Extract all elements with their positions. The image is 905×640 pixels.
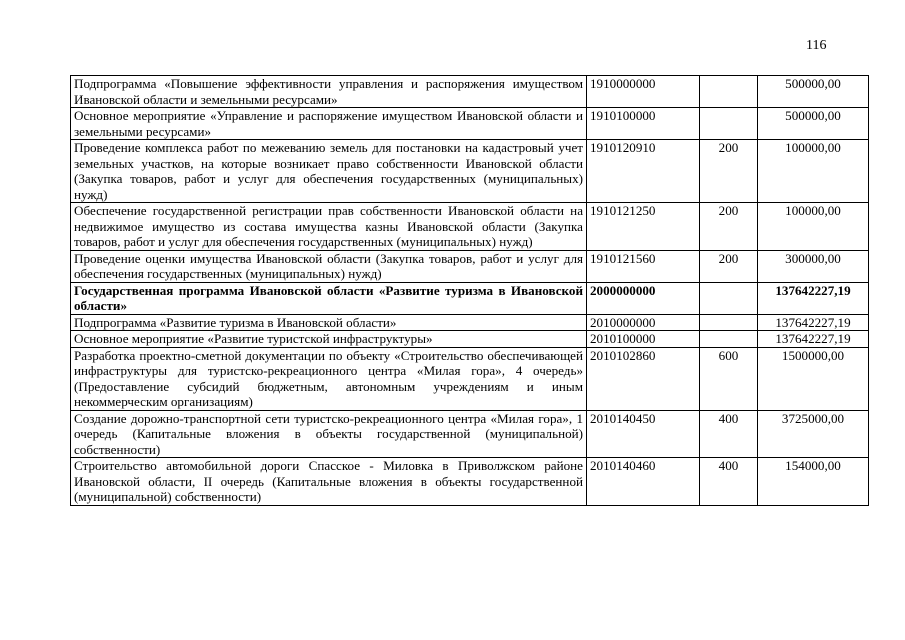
target-code: 1910100000	[587, 108, 700, 140]
expense-kind: 400	[700, 458, 758, 506]
item-name: Основное мероприятие «Управление и распоряжение имуществом Ивановской области и земельными ресурсами»	[71, 108, 587, 140]
item-name: Государственная программа Ивановской области «Развитие туризма в Ивановской области»	[71, 282, 587, 314]
table-row-program-header	[71, 282, 869, 314]
target-code: 2010100000	[587, 331, 700, 348]
table-row	[71, 108, 869, 140]
target-code: 1910121560	[587, 250, 700, 282]
expense-kind: 200	[700, 203, 758, 251]
expense-kind	[700, 108, 758, 140]
amount: 137642227,19	[758, 314, 869, 331]
item-name: Разработка проектно-сметной документации по объекту «Строительство обеспечивающей инфраструктуры для туристско-рекреационного центра «Милая гора», 4 очередь» (Предоставление субсидий бюджетным, автономным учреждениям и иным некоммерческим организациям)	[71, 347, 587, 410]
amount: 137642227,19	[758, 331, 869, 348]
table-row	[71, 314, 869, 331]
expense-kind: 200	[700, 140, 758, 203]
item-name: Проведение комплекса работ по межеванию земель для постановки на кадастровый учет земельных участков, на которые возникает право собственности Ивановской области (Закупка товаров, работ и услуг для обеспечения государственных (муниципальных) нужд)	[71, 140, 587, 203]
expense-kind	[700, 314, 758, 331]
amount: 1500000,00	[758, 347, 869, 410]
table-row	[71, 347, 869, 410]
target-code: 1910121250	[587, 203, 700, 251]
expense-kind	[700, 76, 758, 108]
table-row	[71, 250, 869, 282]
expense-kind	[700, 331, 758, 348]
table-row	[71, 331, 869, 348]
table-row	[71, 458, 869, 506]
amount: 3725000,00	[758, 410, 869, 458]
target-code: 2010000000	[587, 314, 700, 331]
amount: 100000,00	[758, 140, 869, 203]
target-code: 1910120910	[587, 140, 700, 203]
item-name: Проведение оценки имущества Ивановской области (Закупка товаров, работ и услуг для обеспечения государственных (муниципальных) нужд)	[71, 250, 587, 282]
expense-kind	[700, 282, 758, 314]
amount: 500000,00	[758, 76, 869, 108]
target-code: 2010140450	[587, 410, 700, 458]
amount: 500000,00	[758, 108, 869, 140]
table-row	[71, 410, 869, 458]
table-row	[71, 140, 869, 203]
expense-kind: 200	[700, 250, 758, 282]
expense-kind: 400	[700, 410, 758, 458]
amount: 154000,00	[758, 458, 869, 506]
page-number: 116	[806, 38, 827, 53]
budget-table	[70, 75, 869, 506]
item-name: Обеспечение государственной регистрации прав собственности Ивановской области на недвижимое имущество из состава имущества казны Ивановской области (Закупка товаров, работ и услуг для обеспечения государственных (муниципальных) нужд)	[71, 203, 587, 251]
amount: 100000,00	[758, 203, 869, 251]
amount: 137642227,19	[758, 282, 869, 314]
expense-kind: 600	[700, 347, 758, 410]
target-code: 2000000000	[587, 282, 700, 314]
item-name: Основное мероприятие «Развитие туристской инфраструктуры»	[71, 331, 587, 348]
item-name: Подпрограмма «Развитие туризма в Ивановской области»	[71, 314, 587, 331]
target-code: 1910000000	[587, 76, 700, 108]
item-name: Создание дорожно-транспортной сети туристско-рекреационного центра «Милая гора», 1 очередь (Капитальные вложения в объекты государственной (муниципальной) собственности)	[71, 410, 587, 458]
target-code: 2010102860	[587, 347, 700, 410]
amount: 300000,00	[758, 250, 869, 282]
table-row	[71, 76, 869, 108]
table-row	[71, 203, 869, 251]
item-name: Подпрограмма «Повышение эффективности управления и распоряжения имуществом Ивановской области и земельными ресурсами»	[71, 76, 587, 108]
target-code: 2010140460	[587, 458, 700, 506]
item-name: Строительство автомобильной дороги Спасское - Миловка в Приволжском районе Ивановской области, II очередь (Капитальные вложения в объекты государственной (муниципальной) собственности)	[71, 458, 587, 506]
